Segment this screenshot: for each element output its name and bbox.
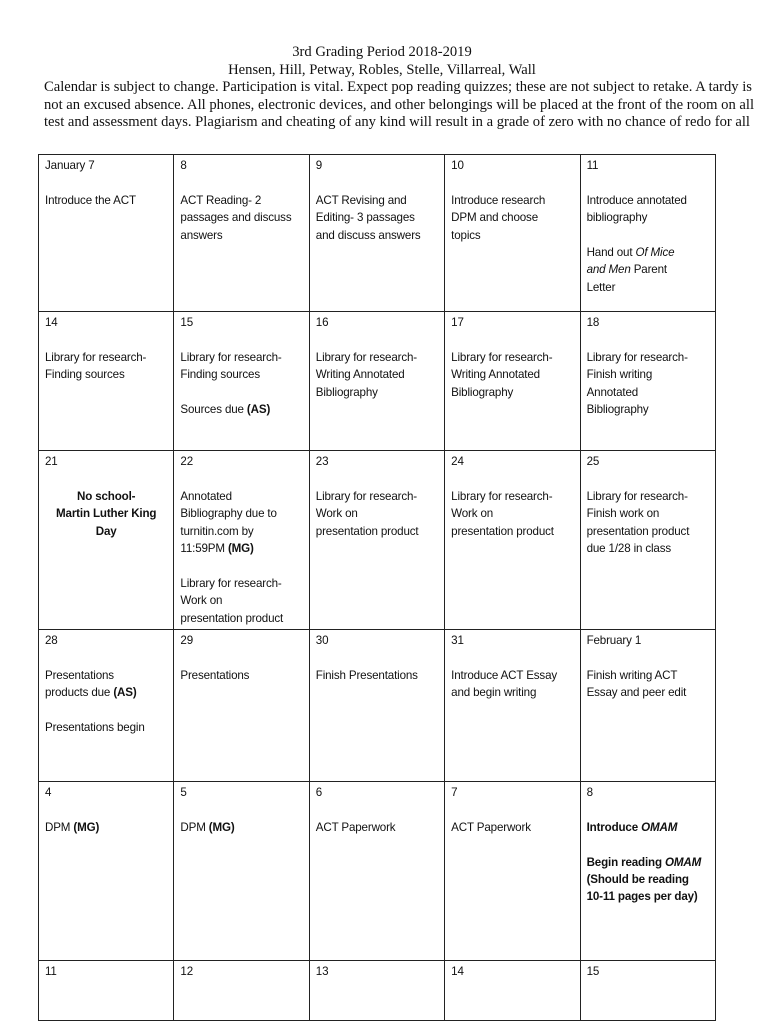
- activity-line: [45, 523, 167, 540]
- activity-text: Finish work on: [586, 507, 660, 521]
- activity-line: [180, 819, 302, 836]
- activity-text: presentation product: [586, 524, 690, 538]
- activity-line: [45, 192, 167, 209]
- activity-text: Bibliography due to: [180, 507, 277, 521]
- activity-text: DPM: [45, 820, 74, 834]
- calendar-week-row: [39, 782, 716, 961]
- calendar-day-cell: [309, 451, 444, 630]
- activity-line: [180, 610, 302, 627]
- calendar-day-cell: [174, 312, 309, 451]
- activity-line: [316, 384, 438, 401]
- activity-text: Work on: [180, 594, 223, 608]
- activity-text: Annotated: [586, 385, 639, 399]
- activity-text: Editing- 3 passages: [315, 211, 415, 225]
- day-date: 29: [180, 634, 193, 648]
- activity-line: [316, 192, 438, 209]
- calendar-day-cell: [174, 155, 309, 312]
- activity-text: presentation product: [180, 611, 284, 625]
- activity-line: [587, 888, 709, 905]
- activity-text: Writing Annotated: [451, 368, 540, 382]
- calendar-week-row: [39, 312, 716, 451]
- activity-text: presentation product: [315, 524, 419, 538]
- day-activity: [451, 819, 573, 836]
- activity-line: [180, 575, 302, 592]
- activity-line: [180, 349, 302, 366]
- activity-text: Day: [95, 524, 117, 538]
- day-activity: [587, 854, 709, 906]
- activity-line: [180, 401, 302, 418]
- activity-text: Bibliography: [315, 385, 378, 399]
- day-activity: [180, 192, 302, 244]
- day-date: 16: [315, 316, 329, 329]
- day-date: 6: [315, 786, 323, 800]
- activity-text: Library for research-: [315, 350, 418, 364]
- day-date: 24: [451, 455, 464, 468]
- day-date: 18: [586, 316, 600, 329]
- day-activity: [45, 488, 167, 540]
- activity-line: [451, 684, 573, 701]
- activity-line: [180, 192, 302, 209]
- activity-text: Essay and peer edit: [586, 686, 687, 700]
- activity-text: Bibliography: [451, 385, 514, 399]
- day-activity: [316, 488, 438, 540]
- day-activity: [180, 819, 302, 836]
- activity-text: ACT Reading- 2: [180, 193, 262, 207]
- day-activity: [316, 667, 438, 684]
- calendar-day-cell: [174, 961, 309, 1021]
- book-title: Of Mice: [635, 246, 675, 259]
- activity-line: [451, 192, 573, 209]
- activity-line: [180, 227, 302, 244]
- notice-line: test and assessment days. Plagiarism and cheating of any kind will result in a grade of zero with no chance of redo for all: [44, 114, 750, 131]
- day-activity: [316, 349, 438, 401]
- activity-text: Finish writing ACT: [586, 668, 678, 682]
- activity-text: Hand out: [586, 246, 636, 259]
- teacher-names: Hensen, Hill, Petway, Robles, Stelle, Villarreal, Wall: [228, 61, 536, 78]
- activity-text: Sources due: [180, 403, 247, 416]
- activity-line: [45, 667, 167, 684]
- activity-line: [451, 488, 573, 505]
- calendar-day-cell: [445, 312, 580, 451]
- day-activity: [587, 488, 709, 558]
- calendar-week-row: [39, 155, 716, 312]
- day-date: 4: [45, 786, 52, 800]
- day-date: 14: [451, 965, 464, 979]
- calendar-day-cell: [309, 155, 444, 312]
- activity-line: [180, 366, 302, 383]
- activity-line: [587, 505, 709, 522]
- calendar-day-cell: [445, 782, 580, 961]
- day-activity: [45, 192, 167, 209]
- activity-text: and begin writing: [451, 686, 537, 700]
- day-activity: [587, 244, 709, 296]
- day-activity: [180, 667, 302, 684]
- activity-line: [451, 366, 573, 383]
- document-header: [44, 44, 755, 132]
- activity-text: Introduce the ACT: [45, 193, 136, 207]
- activity-line: [316, 488, 438, 505]
- activity-line: [180, 505, 302, 522]
- day-activity: [316, 192, 438, 244]
- book-title: OMAM: [665, 855, 702, 869]
- day-activity: [180, 488, 302, 558]
- activity-text: Library for research-: [315, 489, 418, 503]
- calendar-week-row: [39, 451, 716, 630]
- day-activity: [180, 401, 302, 418]
- activity-line: [587, 854, 709, 871]
- day-date: 15: [180, 316, 193, 329]
- day-date: 8: [180, 159, 187, 172]
- activity-line: [180, 209, 302, 226]
- activity-line: [587, 401, 709, 418]
- calendar-day-cell: [309, 961, 444, 1021]
- activity-text: Library for research-: [451, 350, 553, 364]
- group-code: (AS): [113, 686, 137, 700]
- day-date: 28: [45, 634, 58, 648]
- activity-text: Introduce annotated: [586, 193, 687, 207]
- day-date: 5: [180, 786, 187, 800]
- activity-text: ACT Revising and: [315, 193, 407, 207]
- calendar-day-cell: [580, 155, 715, 312]
- calendar-day-cell: [39, 312, 174, 451]
- activity-line: [45, 488, 167, 505]
- calendar-day-cell: [580, 451, 715, 630]
- calendar-day-cell: [445, 961, 580, 1021]
- activity-text: topics: [451, 228, 481, 242]
- activity-line: [587, 488, 709, 505]
- activity-line: [587, 384, 709, 401]
- activity-text: 11:59PM: [180, 542, 228, 556]
- day-date: 21: [45, 455, 58, 468]
- activity-line: [316, 505, 438, 522]
- activity-line: [451, 384, 573, 401]
- activity-line: [45, 505, 167, 522]
- day-activity: [587, 349, 709, 419]
- activity-line: [316, 349, 438, 366]
- calendar-day-cell: [174, 782, 309, 961]
- activity-text: Library for research-: [586, 489, 688, 503]
- calendar-day-cell: [174, 630, 309, 782]
- day-date: 13: [315, 965, 329, 979]
- activity-line: [451, 667, 573, 684]
- calendar-day-cell: [174, 451, 309, 630]
- book-title: OMAM: [641, 820, 678, 834]
- book-title: and Men: [586, 263, 631, 277]
- day-date: 30: [315, 634, 329, 648]
- calendar-day-cell: [39, 782, 174, 961]
- activity-text: Work on: [451, 507, 494, 521]
- activity-text: Writing Annotated: [315, 368, 405, 382]
- activity-text: (Should be reading: [586, 873, 689, 887]
- activity-text: Finish writing: [586, 368, 653, 382]
- activity-text: 10-11 pages per day): [586, 890, 698, 904]
- activity-line: [587, 667, 709, 684]
- day-activity: [587, 667, 709, 702]
- activity-line: [587, 684, 709, 701]
- activity-text: Introduce: [586, 820, 642, 834]
- day-date: 11: [45, 965, 57, 979]
- activity-text: Parent: [630, 263, 667, 277]
- activity-line: [451, 349, 573, 366]
- activity-line: [587, 523, 709, 540]
- activity-line: [587, 349, 709, 366]
- day-date: January 7: [45, 159, 95, 172]
- activity-line: [587, 540, 709, 557]
- group-code: (AS): [246, 403, 271, 416]
- day-activity: [451, 192, 573, 244]
- group-code: (MG): [73, 820, 100, 834]
- day-activity: [587, 819, 709, 836]
- day-date: 17: [451, 316, 464, 329]
- calendar-day-cell: [309, 312, 444, 451]
- activity-line: [316, 366, 438, 383]
- day-activity: [45, 719, 167, 736]
- calendar-table: [38, 154, 716, 1021]
- activity-text: Annotated: [180, 489, 232, 503]
- activity-line: [316, 819, 438, 836]
- activity-line: [587, 366, 709, 383]
- activity-text: bibliography: [586, 211, 648, 225]
- activity-text: Introduce research: [451, 193, 546, 207]
- day-date: 25: [586, 455, 600, 468]
- activity-line: [45, 349, 167, 366]
- day-date: 7: [451, 786, 458, 800]
- activity-text: Martin Luther King: [56, 507, 157, 521]
- activity-text: Presentations: [45, 668, 114, 682]
- day-date: 12: [180, 965, 193, 979]
- calendar-day-cell: [39, 630, 174, 782]
- activity-line: [451, 209, 573, 226]
- activity-line: [316, 523, 438, 540]
- calendar-day-cell: [39, 451, 174, 630]
- calendar-week-row: [39, 630, 716, 782]
- calendar-day-cell: [445, 451, 580, 630]
- activity-line: [180, 667, 302, 684]
- activity-text: Library for research-: [586, 350, 688, 364]
- activity-line: [45, 366, 167, 383]
- day-activity: [451, 349, 573, 401]
- day-activity: [180, 575, 302, 627]
- activity-text: passages and discuss: [180, 211, 292, 225]
- day-activity: [587, 192, 709, 227]
- calendar-day-cell: [580, 782, 715, 961]
- calendar-day-cell: [309, 630, 444, 782]
- calendar-week-row: [39, 961, 716, 1021]
- day-activity: [451, 488, 573, 540]
- activity-text: Presentations: [180, 668, 250, 682]
- activity-line: [316, 227, 438, 244]
- activity-text: Introduce ACT Essay: [451, 668, 558, 682]
- activity-text: DPM and choose: [451, 211, 539, 225]
- day-date: 31: [451, 634, 464, 648]
- day-activity: [316, 819, 438, 836]
- activity-text: due 1/28 in class: [586, 542, 672, 556]
- day-activity: [45, 349, 167, 384]
- activity-text: Letter: [586, 280, 616, 294]
- activity-line: [451, 505, 573, 522]
- day-date: 11: [586, 159, 599, 172]
- day-date: 22: [180, 455, 193, 468]
- activity-text: Library for research-: [45, 350, 147, 364]
- activity-line: [180, 592, 302, 609]
- day-activity: [45, 819, 167, 836]
- activity-line: [587, 279, 709, 296]
- activity-text: and discuss answers: [315, 228, 421, 242]
- activity-text: turnitin.com by: [180, 524, 254, 538]
- day-activity: [180, 349, 302, 384]
- activity-line: [587, 192, 709, 209]
- activity-text: No school-: [76, 489, 136, 503]
- activity-line: [180, 488, 302, 505]
- day-activity: [45, 667, 167, 702]
- calendar-day-cell: [445, 155, 580, 312]
- activity-line: [45, 819, 167, 836]
- calendar-day-cell: [445, 630, 580, 782]
- activity-text: products due: [45, 686, 114, 700]
- day-date: 10: [451, 159, 464, 172]
- activity-line: [587, 244, 709, 261]
- activity-line: [451, 819, 573, 836]
- notice-line: not an excused absence. All phones, electronic devices, and other belongings will be placed at the front of the room on all: [44, 96, 755, 113]
- activity-text: Library for research-: [451, 489, 553, 503]
- activity-line: [316, 667, 438, 684]
- activity-line: [316, 209, 438, 226]
- group-code: (MG): [208, 820, 235, 834]
- day-date: 14: [45, 316, 58, 329]
- activity-line: [45, 684, 167, 701]
- day-activity: [451, 667, 573, 702]
- calendar-day-cell: [580, 961, 715, 1021]
- activity-text: ACT Paperwork: [315, 820, 396, 834]
- activity-line: [45, 719, 167, 736]
- activity-line: [180, 540, 302, 557]
- activity-text: presentation product: [451, 524, 554, 538]
- notice-line: Calendar is subject to change. Participation is vital. Expect pop reading quizzes; these are not subject to retake. A tardy is: [44, 79, 752, 96]
- activity-line: [451, 523, 573, 540]
- day-date: 9: [315, 159, 323, 172]
- activity-text: Finding sources: [45, 368, 125, 382]
- activity-text: Presentations begin: [45, 721, 145, 735]
- activity-line: [587, 871, 709, 888]
- activity-line: [587, 261, 709, 278]
- activity-text: Finding sources: [180, 368, 260, 382]
- day-date: 15: [586, 965, 600, 979]
- activity-text: DPM: [180, 820, 209, 834]
- group-code: (MG): [227, 542, 254, 556]
- activity-text: ACT Paperwork: [451, 820, 531, 834]
- activity-line: [587, 819, 709, 836]
- page-title: 3rd Grading Period 2018-2019: [292, 44, 472, 60]
- activity-text: Library for research-: [180, 576, 282, 590]
- activity-text: answers: [180, 228, 223, 242]
- calendar-day-cell: [309, 782, 444, 961]
- calendar-day-cell: [580, 630, 715, 782]
- calendar-day-cell: [580, 312, 715, 451]
- calendar-day-cell: [39, 155, 174, 312]
- day-date: 8: [586, 786, 593, 800]
- day-date: February 1: [586, 634, 642, 648]
- activity-text: Work on: [315, 507, 358, 521]
- activity-line: [180, 523, 302, 540]
- calendar-day-cell: [39, 961, 174, 1021]
- activity-line: [451, 227, 573, 244]
- activity-line: [587, 209, 709, 226]
- day-date: 23: [315, 455, 329, 468]
- activity-text: Bibliography: [586, 403, 649, 417]
- activity-text: Library for research-: [180, 350, 282, 364]
- activity-text: Begin reading: [586, 855, 665, 869]
- activity-text: Finish Presentations: [315, 668, 418, 682]
